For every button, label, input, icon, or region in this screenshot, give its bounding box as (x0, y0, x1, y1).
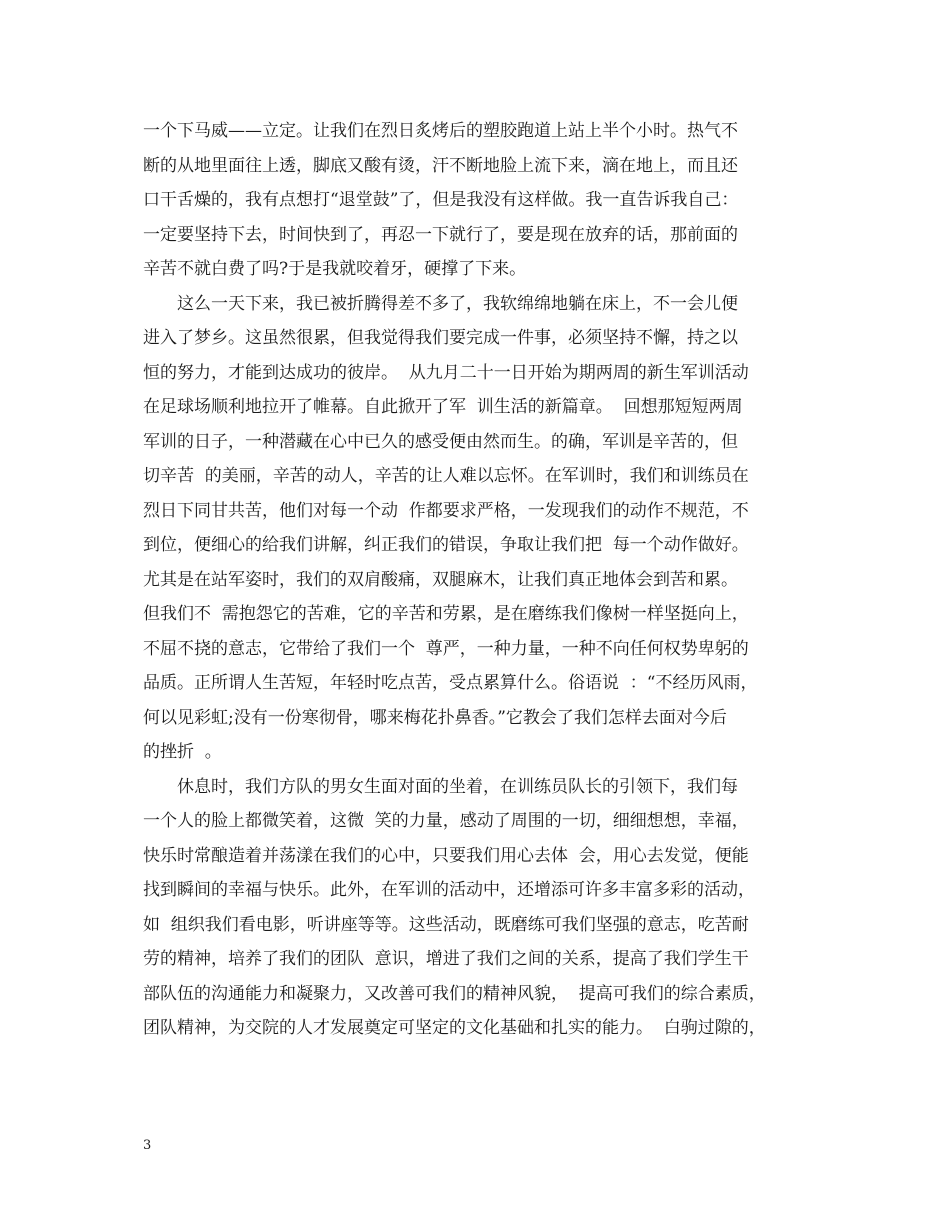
text-line: 品质。正所谓人生苦短，年轻时吃点苦，受点累算什么。俗语说 ：“不经历风雨， (143, 673, 758, 693)
text-line: 烈日下同甘共苦，他们对每一个动 作都要求严格，一发现我们的动作不规范，不 (143, 500, 749, 521)
text-line: 进入了梦乡。这虽然很累，但我觉得我们要完成一件事，必须坚持不懈，持之以 (143, 328, 738, 348)
text-line: 尤其是在站军姿时，我们的双肩酸痛，双腿麻木，让我们真正地体会到苦和累。 (143, 569, 738, 590)
text-line: 劳的精神，培养了我们的团队 意识，增进了我们之间的关系，提高了我们学生干 (143, 949, 749, 969)
text-line: 断的从地里面往上透，脚底又酸有烫，汗不断地脸上流下来，滴在地上，而且还 (143, 155, 738, 176)
text-line: 不屈不挠的意志，它带给了我们一个 尊严，一种力量，一种不向任何权势卑躬的 (143, 638, 749, 659)
text-line: 快乐时常酿造着并荡漾在我们的心中，只要我们用心去体 会，用心去发觉，便能 (143, 845, 749, 866)
text-line: 到位，便细心的给我们讲解，纠正我们的错误，争取让我们把 每一个动作做好。 (143, 535, 749, 555)
body-text (143, 114, 833, 1046)
text-line: 军训的日子，一种潜藏在心中已久的感受便由然而生。的确，军训是辛苦的，但 (143, 431, 738, 452)
text-line: 部队伍的沟通能力和凝聚力，又改善可我们的精神风貌， 提高可我们的综合素质， (143, 983, 766, 1004)
text-line: 辛苦不就白费了吗?于是我就咬着牙，硬撑了下来。 (143, 259, 527, 279)
text-line: 一定要坚持下去，时间快到了，再忍一下就行了，要是现在放弃的话，那前面的 (143, 224, 738, 245)
page-number: 3 (143, 1138, 152, 1153)
text-line: 切辛苦 的美丽，辛苦的动人，辛苦的让人难以忘怀。在军训时，我们和训练员在 (143, 466, 749, 486)
text-line: 团队精神，为交院的人才发展奠定可坚定的文化基础和扎实的能力。 白驹过隙的， (143, 1018, 766, 1038)
text-line: 一个下马威——立定。让我们在烈日炙烤后的塑胶跑道上站上半个小时。热气不 (143, 121, 738, 141)
text-line: 一个人的脸上都微笑着，这微 笑的力量，感动了周围的一切，细细想想，幸福， (143, 811, 749, 831)
text-line: 在足球场顺利地拉开了帷幕。自此掀开了军 训生活的新篇章。 回想那短短两周 (143, 397, 743, 417)
text-line: 口干舌燥的，我有点想打“退堂鼓”了，但是我没有这样做。我一直告诉我自己： (143, 190, 739, 210)
text-line: 找到瞬间的幸福与快乐。此外，在军训的活动中，还增添可许多丰富多彩的活动， (143, 880, 755, 900)
text-line: 何以见彩虹;没有一份寒彻骨，哪来梅花扑鼻香。”它教会了我们怎样去面对今后 (143, 707, 727, 728)
text-line: 恒的努力，才能到达成功的彼岸。 从九月二十一日开始为期两周的新生军训活动 (143, 362, 749, 383)
text-line: 这么一天下来，我已被折腾得差不多了，我软绵绵地躺在床上，不一会儿便 (143, 293, 738, 314)
text-line: 的挫折 。 (143, 742, 222, 762)
text-line: 如 组织我们看电影，听讲座等等。这些活动，既磨练可我们坚强的意志，吃苦耐 (143, 914, 749, 935)
text-line: 休息时，我们方队的男女生面对面的坐着，在训练员队长的引领下，我们每 (143, 776, 738, 797)
text-line: 但我们不 需抱怨它的苦难，它的辛苦和劳累，是在磨练我们像树一样坚挺向上， (143, 604, 749, 624)
